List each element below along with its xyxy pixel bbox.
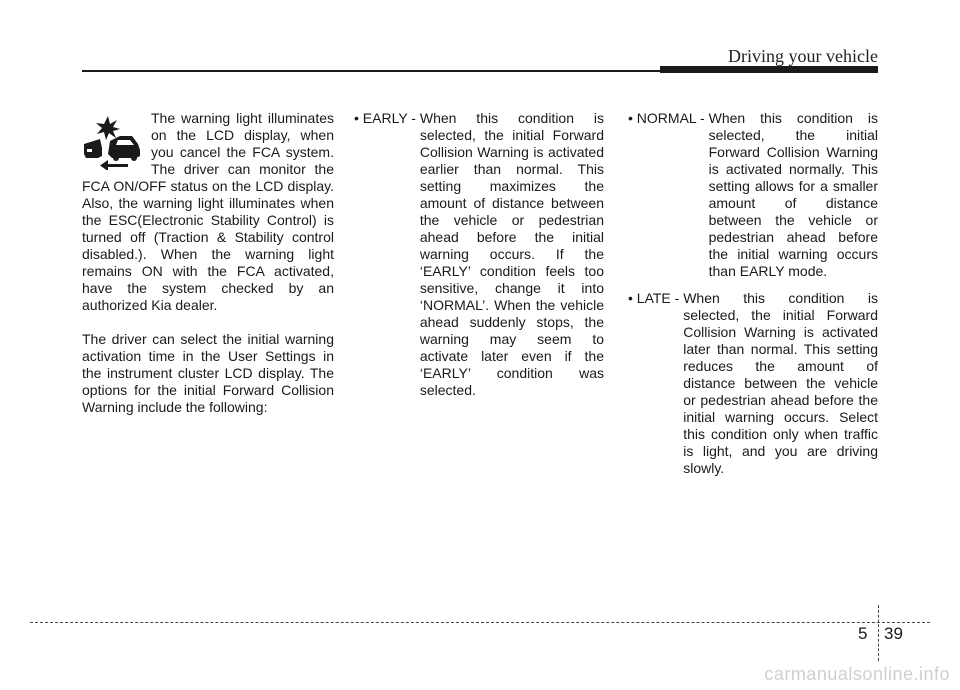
option-late [628,290,878,477]
option-late-label: • LATE - [628,290,684,306]
header-rule [82,70,662,72]
option-early [354,110,604,399]
warning-timing-paragraph: The driver can select the initial warning activation time in the User Settings in the instrument cluster LCD display. The options for the initial Forward Collision Warning include the following: [82,331,334,415]
fca-warning-light-icon [82,114,142,170]
column-left [82,110,334,416]
column-middle [354,110,604,399]
option-normal-description: When this condition is selected, the initial Forward Collision Warning is activated normally. This setting allows for a smaller amount of distance between the vehicle or pedestrian ahead before the initial warning occurs than EARLY mode. [708,110,878,279]
option-normal [628,110,878,280]
chapter-number: 5 [858,624,868,643]
column-right [628,110,878,477]
footer-separator [878,605,879,661]
option-normal-label: • NORMAL - [628,110,709,126]
page-number: 39 [884,624,903,643]
option-early-label: • EARLY - [354,110,420,126]
footer-rule [30,622,930,623]
fca-warning-light-paragraph: The warning light illuminates on the LCD display, when you cancel the FCA system. The driver can monitor the FCA ON/OFF status on the LCD display. Also, the warning light illuminates when the ESC(Electronic Stability Control) is turned off (Traction & Stability control disabled.). When the warning light remains ON with the FCA activated, have the system checked by an authorized Kia dealer. [82,110,334,313]
watermark: carmanualsonline.info [764,664,950,684]
option-early-description: When this condition is selected, the initial Forward Collision Warning is activated earlier than normal. This setting maximizes the amount of distance between the vehicle or pedestrian ahead before the initial warning occurs. If the ‘EARLY’ condition feels too sensitive, change it into ‘NORMAL’. When the vehicle ahead suddenly stops, the warning may seem to activate later even if the ‘EARLY’ condition was selected. [419,110,604,398]
page-header-title: Driving your vehicle [728,46,878,66]
header-rule-accent [660,66,878,73]
option-late-description: When this condition is selected, the initial Forward Collision Warning is activated later than normal. This setting reduces the amount of distance between the vehicle or pedestrian ahead before the initial warning occurs. Select this condition only when traffic is light, and you are driving slowly. [683,290,878,476]
